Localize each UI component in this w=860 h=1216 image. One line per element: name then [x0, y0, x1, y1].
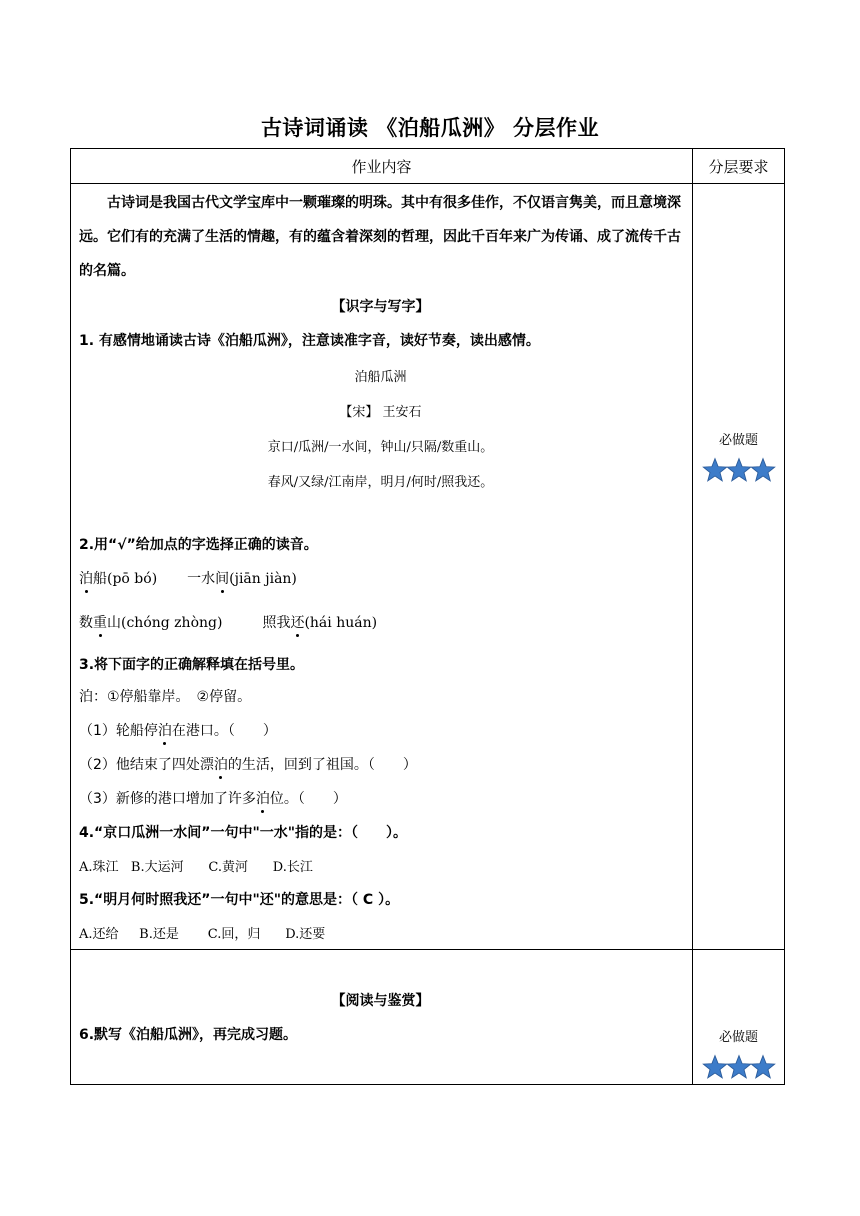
- q3-2-post: 的生活，回到了祖国。（ ）: [227, 757, 417, 773]
- q2-b-pre: 一水: [187, 571, 216, 587]
- q2-b-post: (jiān jiàn): [229, 571, 297, 587]
- dotted-char: 重: [93, 615, 107, 631]
- q3-3-pre: （3）新修的港口增加了许多: [79, 791, 256, 807]
- q3-2-pre: （2）他结束了四处漂: [79, 757, 214, 773]
- star-icon: [702, 457, 728, 483]
- section1-content: [71, 184, 693, 950]
- requirement-label: 必做题: [718, 433, 758, 448]
- intro-paragraph: 古诗词是我国古代文学宝库中一颗璀璨的明珠。其中有很多佳作，不仅语言隽美，而且意境深远。它们有的充满了生活的情趣，有的蕴含着深刻的哲理，因此千百年来广为传诵、成了流传千古的名篇。: [79, 195, 681, 279]
- section2-content: [71, 950, 693, 1085]
- star-icon: [702, 1054, 728, 1080]
- poem-title: 泊船瓜洲: [354, 370, 407, 385]
- q2-c-post: 山(chóng zhòng): [107, 615, 223, 631]
- star-icon: [726, 457, 752, 483]
- section1-requirement: [693, 184, 785, 950]
- question-3: 3.将下面字的正确解释填在括号里。: [79, 657, 305, 673]
- question-2: 2.用“√”给加点的字选择正确的读音。: [79, 537, 318, 553]
- difficulty-stars: [693, 1054, 784, 1084]
- section2-heading: 【阅读与鉴赏】: [331, 993, 430, 1009]
- question-3-definition: 泊：①停船靠岸。 ②停留。: [79, 689, 252, 705]
- question-4-options: A.珠江 B.大运河 C.黄河 D.长江: [79, 860, 313, 875]
- dotted-char: 泊: [157, 723, 172, 739]
- poem-line-1: 京口/瓜洲/一水间，钟山/只隔/数重山。: [267, 440, 494, 455]
- question-3-item-3: [79, 788, 682, 808]
- poem-line-2: 春风/又绿/江南岸，明月/何时/照我还。: [267, 475, 494, 490]
- q2-a-text: 船(pō bó): [93, 571, 158, 587]
- question-5-options: A.还给 B.还是 C.回，归 D.还要: [79, 927, 326, 942]
- star-icon: [726, 1054, 752, 1080]
- section2-row: [71, 950, 785, 1085]
- section1-heading: 【识字与写字】: [331, 299, 430, 315]
- q2-d-post: (hái huán): [304, 615, 378, 631]
- requirement-label: 必做题: [718, 1030, 758, 1045]
- q3-1-post: 在港口。（ ）: [171, 723, 277, 739]
- section2-requirement: [693, 950, 785, 1085]
- section1-row: [71, 184, 785, 950]
- question-2-line-2: [79, 612, 682, 632]
- header-content: 作业内容: [71, 149, 693, 184]
- question-2-line-1: [79, 568, 682, 588]
- table-header-row: [71, 149, 785, 184]
- header-requirement: 分层要求: [693, 149, 785, 184]
- question-4: 4.“京口瓜洲一水间”一句中"一水"指的是：（ ）。: [79, 825, 408, 841]
- dotted-char: 泊: [213, 757, 228, 773]
- star-icon: [750, 457, 776, 483]
- dotted-char: 间: [215, 571, 230, 587]
- dotted-char: 泊: [79, 571, 93, 587]
- question-6: 6.默写《泊船瓜洲》，再完成习题。: [79, 1027, 298, 1043]
- star-icon: [750, 1054, 776, 1080]
- question-3-item-2: [79, 754, 682, 774]
- question-5: 5.“明月何时照我还”一句中"还"的意思是：（ C ）。: [79, 892, 400, 908]
- q2-c-pre: 数: [79, 615, 93, 631]
- q3-3-post: 位。（ ）: [269, 791, 347, 807]
- dotted-char: 泊: [255, 791, 270, 807]
- q3-1-pre: （1）轮船停: [79, 723, 158, 739]
- dotted-char: 还: [290, 615, 305, 631]
- page-title: 古诗词诵读 《泊船瓜洲》 分层作业: [260, 116, 600, 140]
- question-1: 1. 有感情地诵读古诗《泊船瓜洲》，注意读准字音，读好节奏，读出感情。: [79, 333, 540, 349]
- poem-author: 【宋】 王安石: [339, 405, 422, 420]
- worksheet-table: [70, 148, 785, 1085]
- difficulty-stars: [693, 457, 784, 487]
- q2-d-pre: 照我: [262, 615, 291, 631]
- question-3-item-1: [79, 720, 682, 740]
